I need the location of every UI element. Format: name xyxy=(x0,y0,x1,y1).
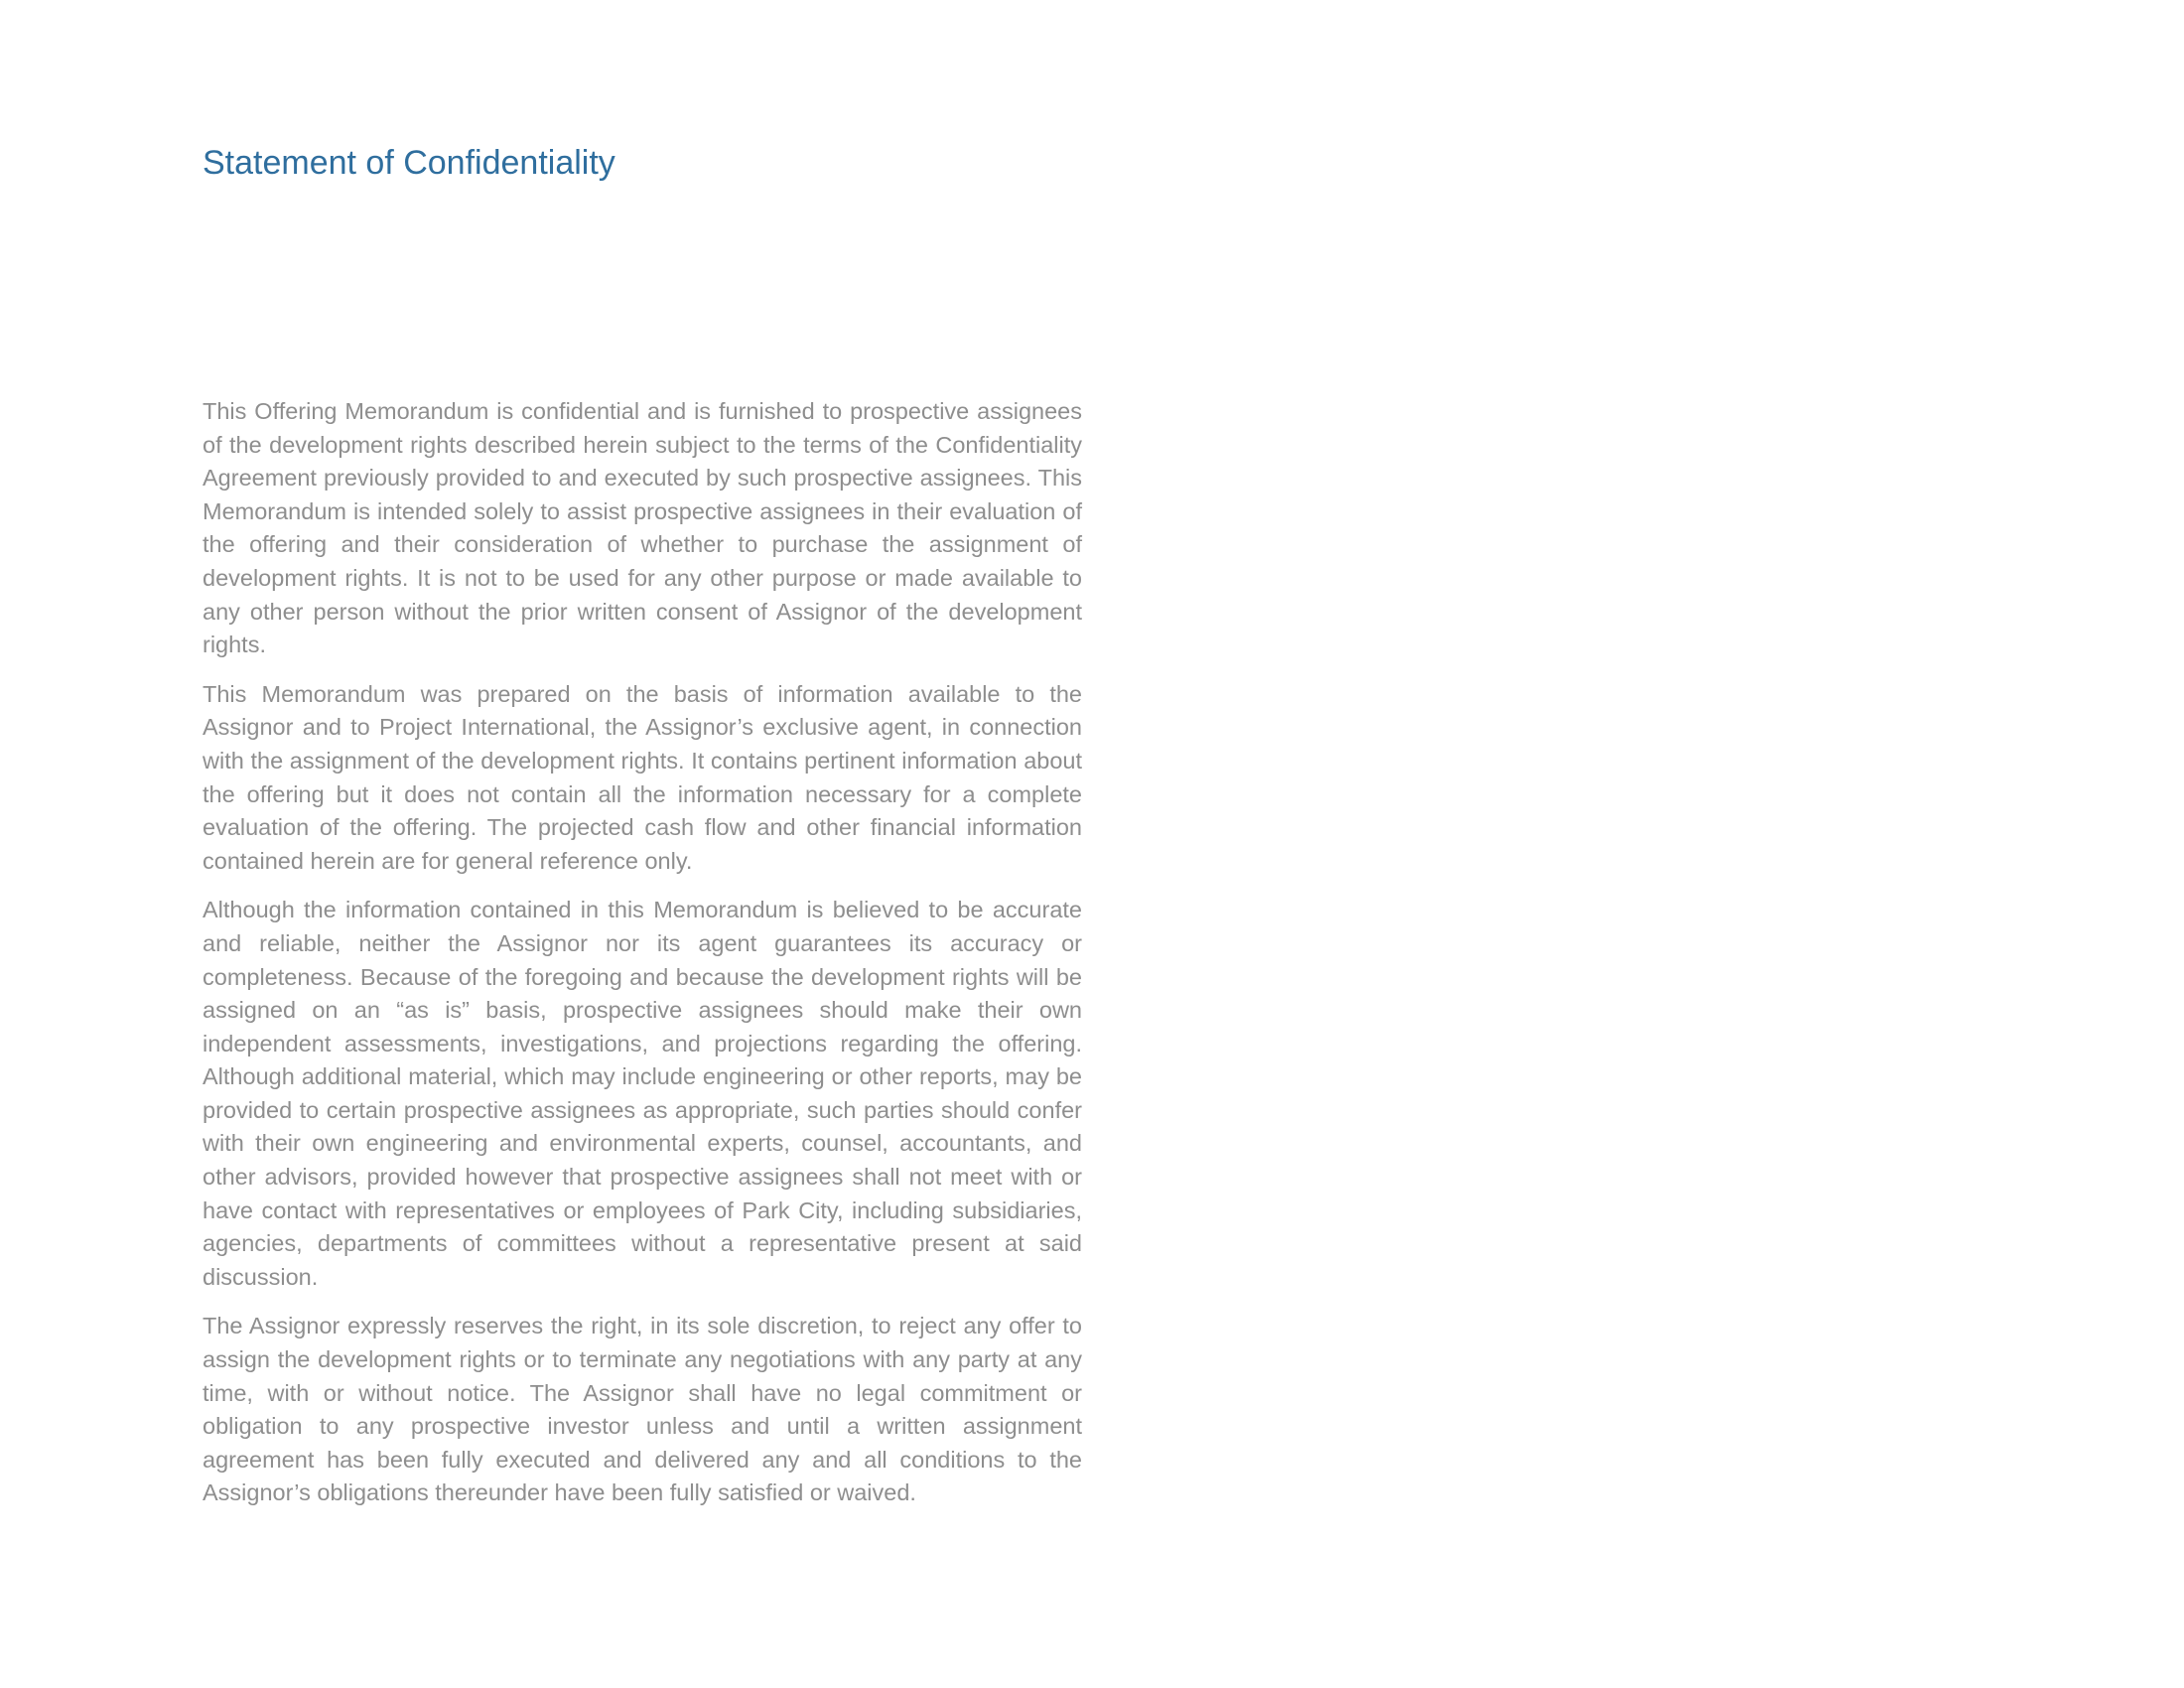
paragraph-memorandum-basis: This Memorandum was prepared on the basis of information available to the Assignor and to Project International, the Assignor’s exclusive agent, in connection with the assignment of the development rights. It contains pertinent information about the offering but it does not contain all the information necessary for a complete evaluation of the offering. The projected cash flow and other financial information contained herein are for general reference only. xyxy=(203,680,1082,874)
document-body xyxy=(203,395,1082,1526)
paragraph-confidential-notice: This Offering Memorandum is confidential and is furnished to prospective assignees of the development rights described herein subject to the terms of the Confidentiality Agreement previously provided to and executed by such prospective assignees. This Memorandum is intended solely to assist prospective assignees in their evaluation of the offering and their consideration of whether to purchase the assignment of development rights. It is not to be used for any other purpose or made available to any other person without the prior written consent of Assignor of the development rights. xyxy=(203,398,1082,658)
paragraph-accuracy-disclaimer: Although the information contained in this Memorandum is believed to be accurate and reliable, neither the Assignor nor its agent guarantees its accuracy or completeness. Because of the foregoing and because the development rights will be assigned on an “as is” basis, prospective assignees should make their own independent assessments, investigations, and projections regarding the offering. Although additional material, which may include engineering or other reports, may be provided to certain prospective assignees as appropriate, such parties should confer with their own engineering and environmental experts, counsel, accountants, and other advisors, provided however that prospective assignees shall not meet with or have contact with representatives or employees of Park City, including subsidiaries, agencies, departments of committees without a representative present at said discussion. xyxy=(203,897,1082,1290)
page-title: Statement of Confidentiality xyxy=(203,144,615,182)
paragraph-rights-reserved: The Assignor expressly reserves the right, in its sole discretion, to reject any offer to assign the development rights or to terminate any negotiations with any party at any time, with or without notice. The Assignor shall have no legal commitment or obligation to any prospective investor unless and until a written assignment agreement has been fully executed and delivered any and all conditions to the Assignor’s obligations thereunder have been fully satisfied or waived. xyxy=(203,1313,1082,1506)
